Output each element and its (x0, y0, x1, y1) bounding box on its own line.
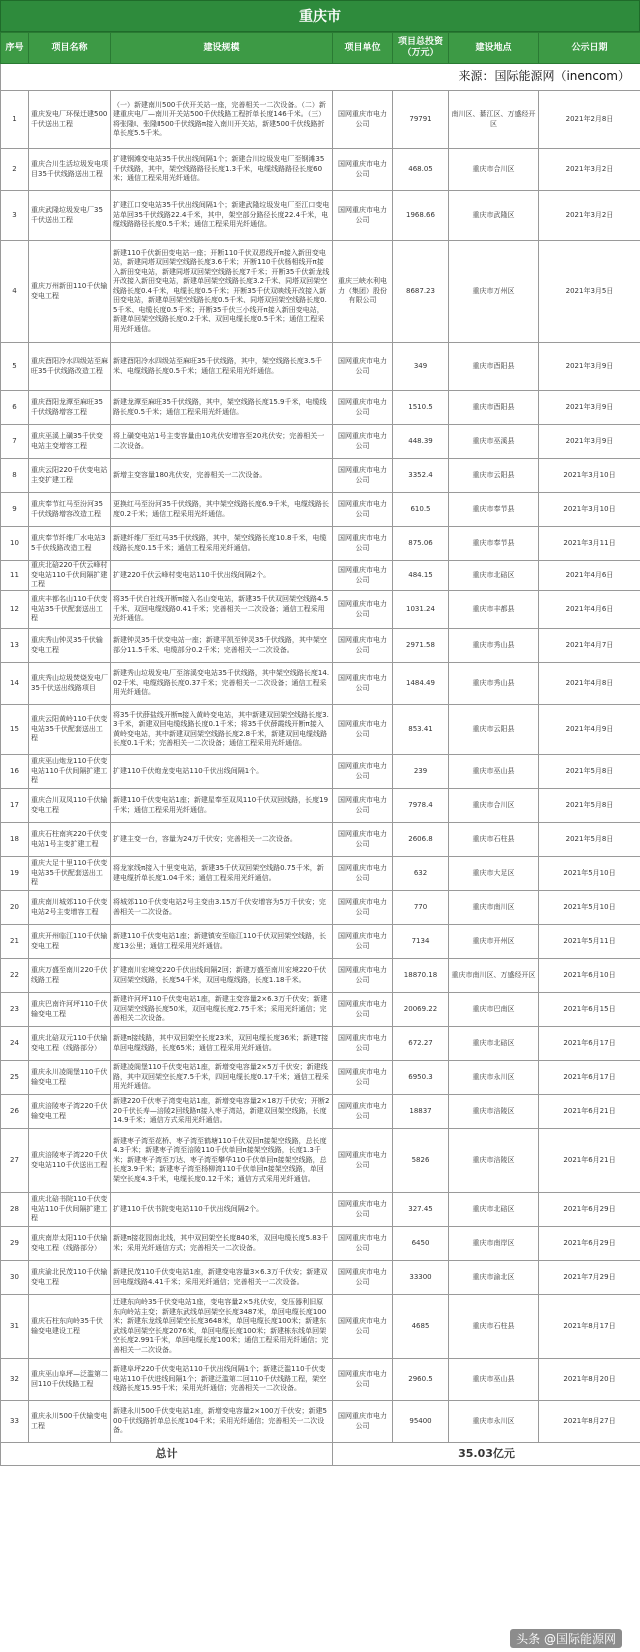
cell-unit: 国网重庆市电力公司 (333, 1295, 393, 1359)
table-row (1, 1027, 640, 1061)
cell-invest: 2960.5 (393, 1359, 449, 1401)
cell-scale: 新建220千伏枣子湾变电站1座，新增变电容量2×18万千伏安；开断220千伏长寿—涪陵2回线路π接入枣子湾站，新建双回架空线路，长度14.9千米；通信方式采用光纤通信。 (111, 1095, 333, 1129)
cell-invest: 239 (393, 755, 449, 789)
cell-place: 重庆市涪陵区 (449, 1129, 539, 1193)
cell-no: 28 (1, 1193, 29, 1227)
cell-date: 2021年3月11日 (539, 527, 640, 561)
cell-invest: 8687.23 (393, 241, 449, 343)
cell-scale: 新建纤维厂至红马35千伏线路，其中，架空线路长度10.8千米，电缆线路长度0.15千米；通信工程采用光纤通信。 (111, 527, 333, 561)
source-text: 来源：国际能源网（inencom） (1, 64, 640, 91)
table-row (1, 925, 640, 959)
cell-no: 30 (1, 1261, 29, 1295)
cell-date: 2021年7月29日 (539, 1261, 640, 1295)
cell-name: 重庆奉节红马至汾河35千伏线路增容改造工程 (29, 493, 111, 527)
cell-invest: 632 (393, 857, 449, 891)
cell-date: 2021年3月5日 (539, 241, 640, 343)
cell-no: 3 (1, 191, 29, 241)
cell-no: 26 (1, 1095, 29, 1129)
table-row (1, 663, 640, 705)
cell-place: 重庆市巫溪县 (449, 425, 539, 459)
cell-unit: 国网重庆市电力公司 (333, 789, 393, 823)
cell-place: 重庆市北碚区 (449, 1027, 539, 1061)
table-row (1, 1401, 640, 1443)
cell-no: 8 (1, 459, 29, 493)
cell-invest: 448.39 (393, 425, 449, 459)
cell-unit: 国网重庆市电力公司 (333, 959, 393, 993)
cell-unit: 国网重庆市电力公司 (333, 755, 393, 789)
cell-date: 2021年6月29日 (539, 1193, 640, 1227)
cell-date: 2021年6月10日 (539, 959, 640, 993)
cell-place: 重庆市石柱县 (449, 823, 539, 857)
cell-scale: 将城郊110千伏变电站2号主变由3.15万千伏安增容为5万千伏安；完善相关一二次设备。 (111, 891, 333, 925)
table-row (1, 1129, 640, 1193)
header-no: 序号 (1, 33, 29, 64)
cell-no: 19 (1, 857, 29, 891)
cell-invest: 1968.66 (393, 191, 449, 241)
cell-unit: 国网重庆市电力公司 (333, 149, 393, 191)
cell-no: 6 (1, 391, 29, 425)
cell-scale: 新建π接花园南北线，其中双回架空长度840米，双回电缆长度5.83千米；采用光纤通信方式；完善相关一二次设备。 (111, 1227, 333, 1261)
cell-invest: 7134 (393, 925, 449, 959)
cell-place: 重庆市万州区 (449, 241, 539, 343)
source-row (1, 64, 640, 91)
table-row (1, 591, 640, 629)
cell-place: 重庆市奉节县 (449, 527, 539, 561)
cell-scale: 新建阜坪220千伏变电站110千伏出线间隔1个；新建泛滥110千伏变电站110千伏进线间隔1个；新建泛滥第二回110千伏线路工程，架空线路长度15.95千米；采用光纤通信；完善相关一二次设备。 (111, 1359, 333, 1401)
cell-unit: 重庆三峡水利电力（集团）股份有限公司 (333, 241, 393, 343)
cell-invest: 1510.5 (393, 391, 449, 425)
cell-no: 14 (1, 663, 29, 705)
cell-name: 重庆大足十里110千伏变电站35千伏配套送出工程 (29, 857, 111, 891)
cell-unit: 国网重庆市电力公司 (333, 1129, 393, 1193)
cell-place: 重庆市巫山县 (449, 755, 539, 789)
cell-scale: 扩建220千伏云峰村变电站110千伏出线间隔2个。 (111, 561, 333, 591)
cell-scale: 新建酉阳冷水四级站至麻旺35千伏线路，其中，架空线路长度3.5千米、电缆线路长度0.5千米；通信工程采用光纤通信。 (111, 343, 333, 391)
cell-no: 17 (1, 789, 29, 823)
cell-name: 重庆渝北民茂110千伏输变电工程 (29, 1261, 111, 1295)
cell-date: 2021年6月17日 (539, 1027, 640, 1061)
cell-invest: 6450 (393, 1227, 449, 1261)
cell-scale: 新建民茂110千伏变电站1座，新建变电容量3×6.3万千伏安；新建双回电缆线路4.41千米；采用光纤通信；完善相关一二次设备。 (111, 1261, 333, 1295)
cell-name: 重庆北碚220千伏云峰村变电站110千伏间隔扩建工程 (29, 561, 111, 591)
cell-place: 重庆市大足区 (449, 857, 539, 891)
table-row (1, 1261, 640, 1295)
cell-scale: 新建龙潭至麻旺35千伏线路，其中，架空线路长度15.9千米，电缆线路长度0.5千米；通信工程采用光纤通信。 (111, 391, 333, 425)
cell-invest: 7978.4 (393, 789, 449, 823)
cell-date: 2021年5月10日 (539, 857, 640, 891)
cell-scale: 新建永川500千伏变电站1座，新增变电容量2×100万千伏安；新建500千伏线路折单总长度104千米；采用光纤通信；完善相关一二次设备。 (111, 1401, 333, 1443)
cell-unit: 国网重庆市电力公司 (333, 1359, 393, 1401)
cell-invest: 349 (393, 343, 449, 391)
cell-place: 重庆市开州区 (449, 925, 539, 959)
watermark-badge: 头条 @国际能源网 (510, 1629, 622, 1648)
cell-date: 2021年8月20日 (539, 1359, 640, 1401)
cell-scale: 扩建钢滩变电站35千伏出线间隔1个；新建合川垃圾发电厂至钢滩35千伏线路，其中，架空线路路径长度1.3千米，电缆线路路径长度60米；通信工程采用光纤通信。 (111, 149, 333, 191)
cell-name: 重庆秀山垃圾焚烧发电厂35千伏送出线路项目 (29, 663, 111, 705)
cell-no: 25 (1, 1061, 29, 1095)
cell-no: 33 (1, 1401, 29, 1443)
table-row (1, 459, 640, 493)
cell-unit: 国网重庆市电力公司 (333, 891, 393, 925)
cell-date: 2021年6月21日 (539, 1129, 640, 1193)
cell-place: 重庆市北碚区 (449, 1193, 539, 1227)
cell-invest: 6950.3 (393, 1061, 449, 1095)
cell-scale: 新建110千伏变电站1座；新建镇安至临江110千伏双回架空线路，长度13公里；通信工程采用光纤通信。 (111, 925, 333, 959)
cell-place: 南川区、綦江区、万盛经开区 (449, 91, 539, 149)
cell-place: 重庆市酉阳县 (449, 343, 539, 391)
cell-invest: 33300 (393, 1261, 449, 1295)
cell-invest: 20069.22 (393, 993, 449, 1027)
cell-date: 2021年3月2日 (539, 191, 640, 241)
cell-unit: 国网重庆市电力公司 (333, 629, 393, 663)
cell-no: 18 (1, 823, 29, 857)
cell-date: 2021年3月2日 (539, 149, 640, 191)
cell-unit: 国网重庆市电力公司 (333, 1095, 393, 1129)
cell-name: 重庆开州临江110千伏输变电工程 (29, 925, 111, 959)
cell-invest: 327.45 (393, 1193, 449, 1227)
cell-unit: 国网重庆市电力公司 (333, 561, 393, 591)
header-scale: 建设规模 (111, 33, 333, 64)
cell-place: 重庆市北碚区 (449, 561, 539, 591)
cell-name: 重庆南川城郊110千伏变电站2号主变增容工程 (29, 891, 111, 925)
cell-place: 重庆市永川区 (449, 1061, 539, 1095)
cell-place: 重庆市合川区 (449, 149, 539, 191)
cell-name: 重庆云阳220千伏变电站主变扩建工程 (29, 459, 111, 493)
cell-place: 重庆市巴南区 (449, 993, 539, 1027)
cell-place: 重庆市奉节县 (449, 493, 539, 527)
cell-no: 9 (1, 493, 29, 527)
cell-no: 31 (1, 1295, 29, 1359)
cell-no: 23 (1, 993, 29, 1027)
cell-no: 4 (1, 241, 29, 343)
cell-date: 2021年3月9日 (539, 425, 640, 459)
cell-unit: 国网重庆市电力公司 (333, 527, 393, 561)
cell-scale: 新建枣子湾至花桥、枣子湾至鹤塘110千伏双回π接架空线路，总长度4.3千米；新建枣子湾至涪陵110千伏单回π接架空线路，长度1.3千米；新建枣子湾至万达、枣子湾至攀华110千伏单回π接架空线路，总长度3.9千米；新建枣子湾至杨柳湾110千伏单回π接架空线路，单回架空长度4.3千米，电缆长度0.12千米；通信方式采用光纤通信。 (111, 1129, 333, 1193)
table-row (1, 191, 640, 241)
cell-scale: 新建钟灵35千伏变电站一座；新建平凯至钟灵35千伏线路，其中架空部分11.5千米、电缆部分0.2千米；完善相关一二次设备。 (111, 629, 333, 663)
cell-place: 重庆市巫山县 (449, 1359, 539, 1401)
cell-invest: 18870.18 (393, 959, 449, 993)
cell-date: 2021年4月8日 (539, 663, 640, 705)
cell-unit: 国网重庆市电力公司 (333, 823, 393, 857)
cell-name: 重庆酉阳冷水四级站至麻旺35千伏线路改造工程 (29, 343, 111, 391)
cell-no: 27 (1, 1129, 29, 1193)
cell-scale: 扩建110千伏书院变电站110千伏出线间隔2个。 (111, 1193, 333, 1227)
cell-scale: 迁建东向岭35千伏变电站1座，变电容量2×5兆伏安，变压器利旧原东向岭站主变；新建东武线单回架空长度3487米，单回电缆长度100米；新建东龙线单回架空长度3648米，单回电缆长度100米；新建东武线单回架空长度2076米，单回电缆长度100米；新建栋东线单回架空长度2.991千米，单回电缆长度100米；通信工程采用光纤通信；完善相关一二次设备。 (111, 1295, 333, 1359)
cell-unit: 国网重庆市电力公司 (333, 925, 393, 959)
cell-unit: 国网重庆市电力公司 (333, 1401, 393, 1443)
cell-no: 16 (1, 755, 29, 789)
table-row (1, 1359, 640, 1401)
cell-name: 重庆万盛至南川220千伏线路工程 (29, 959, 111, 993)
cell-invest: 610.5 (393, 493, 449, 527)
cell-scale: 扩建110千伏炮龙变电站110千伏出线间隔1个。 (111, 755, 333, 789)
cell-date: 2021年5月10日 (539, 891, 640, 925)
cell-scale: 将35千伏薛盐线开断π接入黄岭变电站，其中新建双回架空线路长度3.3千米，新建双回电缆线路长度0.1千米；将35千伏薛霞线开断π接入黄岭变电站，其中新建双回架空线路长度2.8千米，新建双回电缆线路长度0.1千米；完善相关一二次设备；通信工程采用光纤通信。 (111, 705, 333, 755)
cell-scale: 新建π接线路，其中双回架空长度23米，双回电缆长度36米；新建T接单回电缆线路，长度65米；通信工程采用光纤通信。 (111, 1027, 333, 1061)
cell-date: 2021年4月9日 (539, 705, 640, 755)
cell-name: 重庆北碚书院110千伏变电站110千伏间隔扩建工程 (29, 1193, 111, 1227)
total-value: 35.03亿元 (333, 1443, 640, 1466)
cell-place: 重庆市武隆区 (449, 191, 539, 241)
cell-invest: 672.27 (393, 1027, 449, 1061)
cell-name: 重庆南岸太阳110千伏输变电工程（线路部分） (29, 1227, 111, 1261)
cell-unit: 国网重庆市电力公司 (333, 91, 393, 149)
cell-name: 重庆云阳黄岭110千伏变电站35千伏配套送出工程 (29, 705, 111, 755)
cell-invest: 4685 (393, 1295, 449, 1359)
cell-no: 21 (1, 925, 29, 959)
cell-place: 重庆市永川区 (449, 1401, 539, 1443)
table-row (1, 789, 640, 823)
cell-unit: 国网重庆市电力公司 (333, 191, 393, 241)
page-title: 重庆市 (0, 0, 640, 32)
cell-no: 13 (1, 629, 29, 663)
cell-invest: 770 (393, 891, 449, 925)
cell-no: 5 (1, 343, 29, 391)
cell-name: 重庆武隆垃圾发电厂35千伏送出工程 (29, 191, 111, 241)
table-row (1, 1227, 640, 1261)
header-name: 项目名称 (29, 33, 111, 64)
table-row (1, 959, 640, 993)
cell-name: 重庆巫山阜坪—泛滥第二回110千伏线路工程 (29, 1359, 111, 1401)
cell-place: 重庆市南川区 (449, 891, 539, 925)
header-place: 建设地点 (449, 33, 539, 64)
cell-date: 2021年2月8日 (539, 91, 640, 149)
table-row (1, 629, 640, 663)
cell-name: 重庆石柱南宾220千伏变电站1号主变扩建工程 (29, 823, 111, 857)
total-row (1, 1443, 640, 1466)
cell-name: 重庆奉节纤维厂水电站35千伏线路改造工程 (29, 527, 111, 561)
table-row (1, 755, 640, 789)
cell-unit: 国网重庆市电力公司 (333, 1027, 393, 1061)
cell-date: 2021年5月8日 (539, 789, 640, 823)
cell-invest: 2971.58 (393, 629, 449, 663)
cell-name: 重庆石柱东向岭35千伏输变电建设工程 (29, 1295, 111, 1359)
cell-no: 29 (1, 1227, 29, 1261)
cell-place: 重庆市云阳县 (449, 705, 539, 755)
cell-scale: 扩建南川宏境变220千伏出线间隔2回；新建万盛至南川宏境220千伏双回架空线路，长度54千米，双回电缆线路，长度1.18千米。 (111, 959, 333, 993)
cell-place: 重庆市南岸区 (449, 1227, 539, 1261)
cell-name: 重庆北碚双元110千伏输变电工程（线路部分） (29, 1027, 111, 1061)
cell-unit: 国网重庆市电力公司 (333, 1061, 393, 1095)
table-row (1, 1193, 640, 1227)
cell-name: 重庆巫山炮龙110千伏变电站110千伏间隔扩建工程 (29, 755, 111, 789)
table-row (1, 1095, 640, 1129)
cell-invest: 79791 (393, 91, 449, 149)
header-date: 公示日期 (539, 33, 640, 64)
header-invest: 项目总投资（万元） (393, 33, 449, 64)
cell-invest: 484.15 (393, 561, 449, 591)
cell-scale: 更换红马至汾河35千伏线路，其中架空线路长度6.9千米，电缆线路长度0.2千米；通信工程采用光纤通信。 (111, 493, 333, 527)
cell-unit: 国网重庆市电力公司 (333, 493, 393, 527)
cell-name: 重庆酉阳龙潭至麻旺35千伏线路增容工程 (29, 391, 111, 425)
cell-name: 重庆丰都名山110千伏变电站35千伏配套送出工程 (29, 591, 111, 629)
table-row (1, 891, 640, 925)
header-unit: 项目单位 (333, 33, 393, 64)
table-row (1, 91, 640, 149)
cell-place: 重庆市秀山县 (449, 663, 539, 705)
cell-place: 重庆市合川区 (449, 789, 539, 823)
cell-unit: 国网重庆市电力公司 (333, 391, 393, 425)
cell-unit: 国网重庆市电力公司 (333, 1261, 393, 1295)
cell-invest: 5826 (393, 1129, 449, 1193)
cell-no: 32 (1, 1359, 29, 1401)
cell-scale: 扩建主变一台，容量为24万千伏安；完善相关一二次设备。 (111, 823, 333, 857)
cell-invest: 853.41 (393, 705, 449, 755)
cell-no: 10 (1, 527, 29, 561)
cell-name: 重庆万州新田110千伏输变电工程 (29, 241, 111, 343)
cell-date: 2021年6月21日 (539, 1095, 640, 1129)
table-header-row (1, 33, 640, 64)
cell-scale: 新建110千伏新田变电站一座；开断110千伏双恩线开π接入新田变电站，新建同塔双回架空线路长度3.6千米；开断110千伏杨相线开π接入新田变电站，新建同塔双回架空线路长度7千米；开断35千伏新龙线开改接入新田变电站，新建单回架空线路长度3.2千米、同塔双回架空线路长度0.4千米，电缆长度0.5千米；开断35千伏双映线开改接入新田变电站，新建单回架空线路长度0.5千米、同塔双回架空线路长度0.5千米、电缆长度0.5千米；开断35千伏三小线开π接入新田变电站，新建单回架空线路长度0.2千米、双回电缆长度0.5千米；通信工程采用光纤通信。 (111, 241, 333, 343)
cell-unit: 国网重庆市电力公司 (333, 343, 393, 391)
cell-no: 11 (1, 561, 29, 591)
cell-unit: 国网重庆市电力公司 (333, 705, 393, 755)
cell-place: 重庆市石柱县 (449, 1295, 539, 1359)
cell-date: 2021年8月17日 (539, 1295, 640, 1359)
cell-invest: 18837 (393, 1095, 449, 1129)
cell-scale: 新建秀山垃圾发电厂至溶溪变电站35千伏线路，其中架空线路长度14.02千米、电缆线路长度0.37千米；完善相关一二次设备；通信工程采用光纤通信。 (111, 663, 333, 705)
table-row (1, 425, 640, 459)
table-row (1, 343, 640, 391)
project-table (0, 32, 640, 1466)
cell-invest: 468.05 (393, 149, 449, 191)
cell-scale: 新建凌阁堡110千伏变电站1座，新增变电容量2×5万千伏安；新建线路，其中双回架空长度7.5千米，四回电缆长度0.17千米；通信工程采用光纤通信。 (111, 1061, 333, 1095)
cell-invest: 2606.8 (393, 823, 449, 857)
cell-date: 2021年6月17日 (539, 1061, 640, 1095)
cell-date: 2021年3月10日 (539, 493, 640, 527)
cell-date: 2021年4月6日 (539, 561, 640, 591)
cell-date: 2021年5月8日 (539, 823, 640, 857)
table-row (1, 561, 640, 591)
cell-no: 22 (1, 959, 29, 993)
table-row (1, 1295, 640, 1359)
cell-invest: 1484.49 (393, 663, 449, 705)
table-row (1, 993, 640, 1027)
cell-scale: 新建110千伏变电站1座；新建星奉至双凤110千伏双回线路，长度19千米；通信工程采用光纤通信。 (111, 789, 333, 823)
cell-no: 2 (1, 149, 29, 191)
table-row (1, 705, 640, 755)
cell-invest: 95400 (393, 1401, 449, 1443)
cell-unit: 国网重庆市电力公司 (333, 1193, 393, 1227)
cell-place: 重庆市涪陵区 (449, 1095, 539, 1129)
cell-place: 重庆市酉阳县 (449, 391, 539, 425)
cell-date: 2021年5月11日 (539, 925, 640, 959)
table-row (1, 149, 640, 191)
cell-date: 2021年8月27日 (539, 1401, 640, 1443)
table-row (1, 823, 640, 857)
cell-place: 重庆市云阳县 (449, 459, 539, 493)
cell-name: 重庆合川双凤110千伏输变电工程 (29, 789, 111, 823)
cell-name: 重庆涪陵枣子湾220千伏变电站110千伏送出工程 (29, 1129, 111, 1193)
cell-name: 重庆合川生活垃圾发电项目35千伏线路送出工程 (29, 149, 111, 191)
cell-no: 12 (1, 591, 29, 629)
cell-date: 2021年3月10日 (539, 459, 640, 493)
table-row (1, 527, 640, 561)
cell-scale: 扩建江口变电站35千伏出线间隔1个；新建武隆垃圾发电厂至江口变电站单回35千伏线路22.4千米，其中，架空部分路径长度22.4千米，电缆线路路径长度0.5千米；通信工程采用光纤通信。 (111, 191, 333, 241)
table-row (1, 241, 640, 343)
cell-place: 重庆市丰都县 (449, 591, 539, 629)
cell-no: 7 (1, 425, 29, 459)
cell-name: 重庆发电厂环保迁建500千伏送出工程 (29, 91, 111, 149)
cell-unit: 国网重庆市电力公司 (333, 663, 393, 705)
cell-no: 24 (1, 1027, 29, 1061)
table-row (1, 391, 640, 425)
cell-scale: 将35千伏白社线开断π接入名山变电站，新建35千伏双回架空线路4.5千米、双回电缆线路0.41千米；完善相关一二次设备；通信工程采用光纤通信。 (111, 591, 333, 629)
cell-name: 重庆涪陵枣子湾220千伏输变电工程 (29, 1095, 111, 1129)
cell-date: 2021年6月15日 (539, 993, 640, 1027)
cell-invest: 875.06 (393, 527, 449, 561)
cell-no: 1 (1, 91, 29, 149)
cell-name: 重庆秀山钟灵35千伏输变电工程 (29, 629, 111, 663)
cell-date: 2021年4月7日 (539, 629, 640, 663)
cell-unit: 国网重庆市电力公司 (333, 857, 393, 891)
cell-unit: 国网重庆市电力公司 (333, 591, 393, 629)
cell-scale: 将上磺变电站1号主变容量由10兆伏安增容至20兆伏安；完善相关一二次设备。 (111, 425, 333, 459)
cell-scale: （一）新建南川500千伏开关站一座，完善相关一二次设备。（二）新建重庆电厂—南川开关站500千伏线路工程折单长度146千米。（三）将张隆Ⅰ、张隆Ⅱ500千伏线路π接入南川开关站，新建500千伏线路折单长度5.5千米。 (111, 91, 333, 149)
cell-date: 2021年6月29日 (539, 1227, 640, 1261)
table-row (1, 1061, 640, 1095)
cell-place: 重庆市渝北区 (449, 1261, 539, 1295)
cell-scale: 新建许河坪110千伏变电站1座，新建主变容量2×6.3万千伏安；新建双回架空线路长度50米，双回电缆长度2.75千米；采用光纤通信；完善相关二次设备。 (111, 993, 333, 1027)
cell-name: 重庆永川凌阁堡110千伏输变电工程 (29, 1061, 111, 1095)
cell-no: 15 (1, 705, 29, 755)
cell-place: 重庆市秀山县 (449, 629, 539, 663)
cell-no: 20 (1, 891, 29, 925)
cell-invest: 3352.4 (393, 459, 449, 493)
cell-unit: 国网重庆市电力公司 (333, 1227, 393, 1261)
cell-name: 重庆永川500千伏输变电工程 (29, 1401, 111, 1443)
cell-date: 2021年4月6日 (539, 591, 640, 629)
cell-scale: 将龙家线π接入十里变电站，新建35千伏双回架空线路0.75千米，新建电缆折单长度1.04千米；通信工程采用光纤通信。 (111, 857, 333, 891)
table-row (1, 493, 640, 527)
cell-name: 重庆巴南许河坪110千伏输变电工程 (29, 993, 111, 1027)
cell-date: 2021年5月8日 (539, 755, 640, 789)
cell-unit: 国网重庆市电力公司 (333, 993, 393, 1027)
cell-place: 重庆市南川区、万盛经开区 (449, 959, 539, 993)
cell-date: 2021年3月9日 (539, 391, 640, 425)
table-row (1, 857, 640, 891)
cell-unit: 国网重庆市电力公司 (333, 459, 393, 493)
cell-date: 2021年3月9日 (539, 343, 640, 391)
cell-unit: 国网重庆市电力公司 (333, 425, 393, 459)
cell-invest: 1031.24 (393, 591, 449, 629)
cell-name: 重庆巫溪上磺35千伏变电站主变增容工程 (29, 425, 111, 459)
total-label: 总计 (1, 1443, 333, 1466)
cell-scale: 新增主变容量180兆伏安，完善相关一二次设备。 (111, 459, 333, 493)
